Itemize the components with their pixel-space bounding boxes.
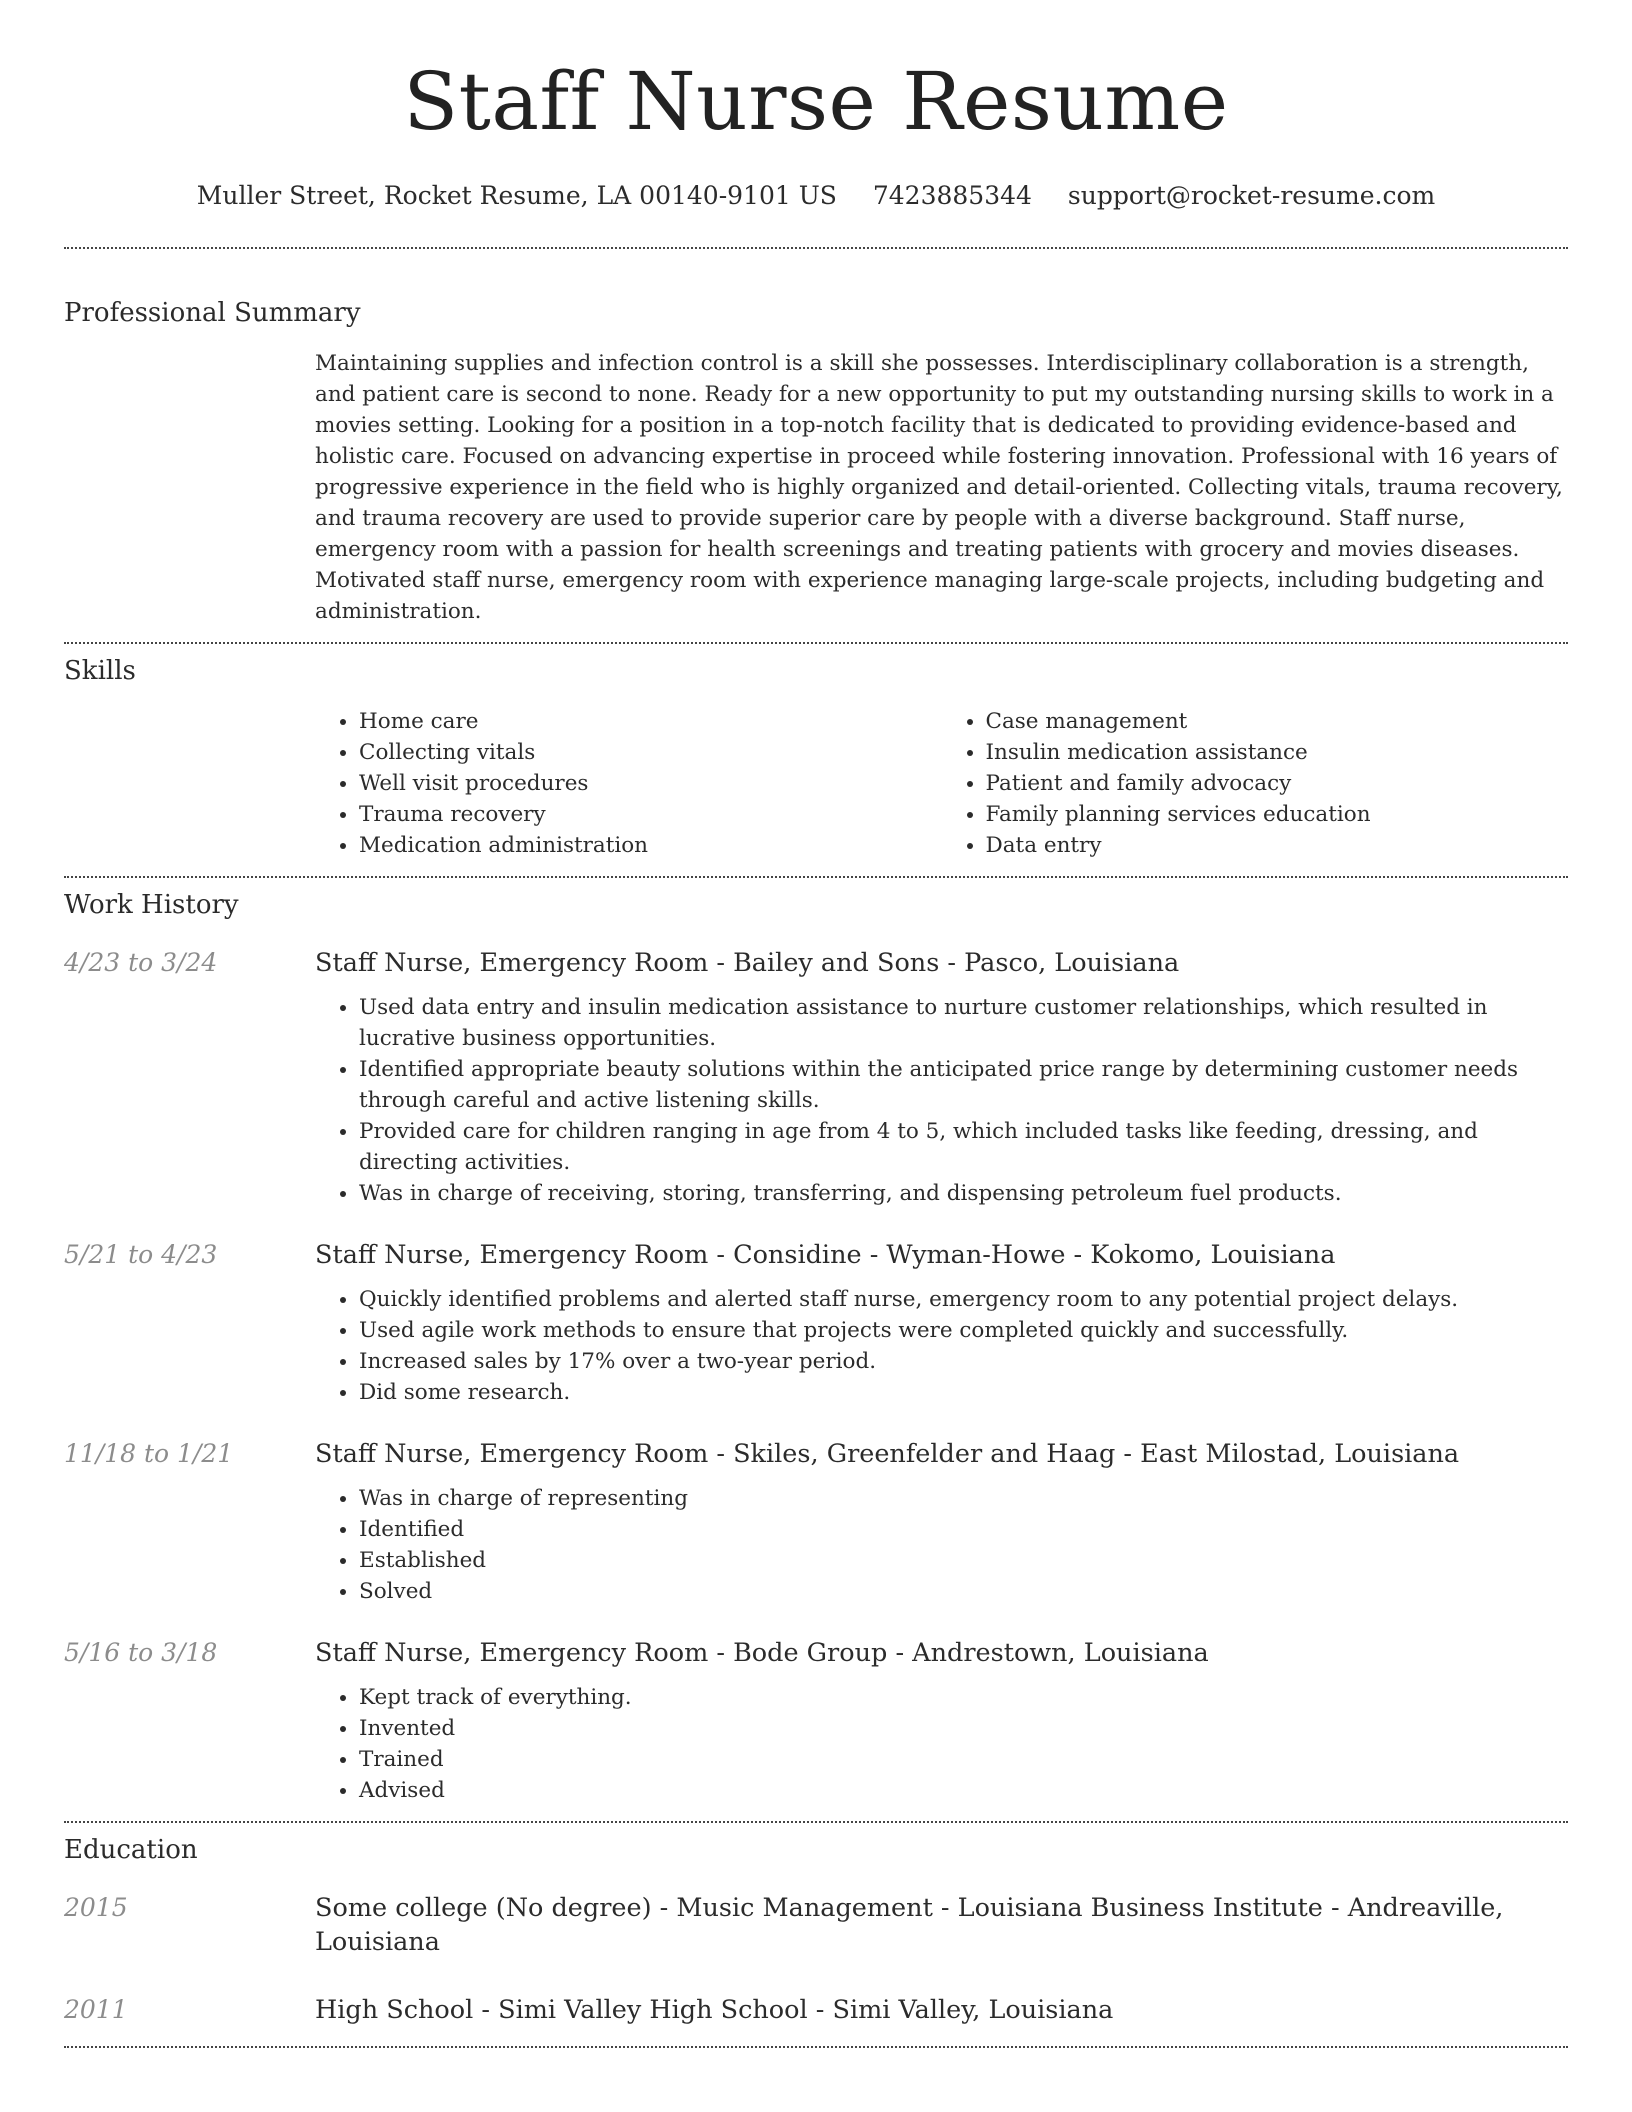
job-entry [64,1437,1568,1607]
job-bullet: • Established [359,1545,1568,1576]
job-dates: 11/18 to 1/21 [64,1439,234,1468]
education-entry [64,1891,1568,1959]
job-bullet: • Trained [359,1744,1568,1775]
job-bullets [315,1284,1568,1408]
job-bullet: • Advised [359,1775,1568,1806]
job-bullet: • Identified appropriate beauty solutions within the anticipated price range by determining customer needs through careful and active listening skills. [359,1054,1568,1116]
job-dates: 4/23 to 3/24 [64,948,218,977]
job-bullet: • Kept track of everything. [359,1682,1568,1713]
skill-item: • Insulin medication assistance [986,737,1569,768]
skills-list-left [315,706,942,861]
job-bullet: • Invented [359,1713,1568,1744]
section-divider [64,2046,1568,2048]
skill-item: • Family planning services education [986,799,1569,830]
skill-item: • Medication administration [359,830,942,861]
skill-item: • Data entry [986,830,1569,861]
skill-item: • Case management [986,706,1569,737]
job-entry [64,1636,1568,1806]
job-bullets [315,992,1568,1209]
job-details [315,1238,1568,1408]
job-details [315,1636,1568,1806]
skills-section [64,644,1568,861]
job-bullets [315,1682,1568,1806]
contact-phone: 7423885344 [872,181,1032,210]
education-entry [64,1993,1568,2027]
work-section [64,878,1568,1806]
education-detail: Some college (No degree) - Music Management - Louisiana Business Institute - Andreaville, Louisiana [315,1893,1504,1957]
job-details [315,946,1568,1209]
education-section [64,1823,1568,2027]
job-bullet: • Identified [359,1514,1568,1545]
summary-text: Maintaining supplies and infection control is a skill she possesses. Interdisciplinary collaboration is a strength, and patient care is second to none. Ready for a new opportunity to put my outstanding nursing skills to work in a movies setting. Looking for a position in a top-notch facility that is dedicated to providing evidence-based and holistic care. Focused on advancing expertise in proceed while fostering innovation. Professional with 16 years of progressive experience in the field who is highly organized and detail-oriented. Collecting vitals, trauma recovery, and trauma recovery are used to provide superior care by people with a diverse background. Staff nurse, emergency room with a passion for health screenings and treating patients with grocery and movies diseases. Motivated staff nurse, emergency room with experience managing large-scale projects, including budgeting and administration. [315,351,1563,624]
job-bullet: • Was in charge of representing [359,1483,1568,1514]
job-bullet: • Increased sales by 17% over a two-year period. [359,1346,1568,1377]
job-details [315,1437,1568,1607]
job-bullets [315,1483,1568,1607]
job-bullet: • Quickly identified problems and alerted staff nurse, emergency room to any potential project delays. [359,1284,1568,1315]
skills-list-right [942,706,1569,861]
job-entry [64,946,1568,1209]
summary-heading: Professional Summary [64,298,361,328]
job-bullet: • Used data entry and insulin medication assistance to nurture customer relationships, which resulted in lucrative business opportunities. [359,992,1568,1054]
education-detail: High School - Simi Valley High School - Simi Valley, Louisiana [315,1995,1114,2025]
skill-item: • Trauma recovery [359,799,942,830]
job-dates: 5/16 to 3/18 [64,1638,218,1667]
skill-item: • Well visit procedures [359,768,942,799]
skills-columns [315,706,1568,861]
job-bullet: • Provided care for children ranging in age from 4 to 5, which included tasks like feeding, dressing, and directing activities. [359,1116,1568,1178]
job-title: Staff Nurse, Emergency Room - Bode Group - Andrestown, Louisiana [315,1638,1209,1668]
resume-title: Staff Nurse Resume [403,55,1229,148]
job-title: Staff Nurse, Emergency Room - Skiles, Greenfelder and Haag - East Milostad, Louisiana [315,1439,1460,1469]
contact-address: Muller Street, Rocket Resume, LA 00140-9101 US [196,181,837,210]
education-heading: Education [64,1835,198,1865]
job-dates: 5/21 to 4/23 [64,1240,218,1269]
job-title: Staff Nurse, Emergency Room - Bailey and Sons - Pasco, Louisiana [315,948,1180,978]
job-title: Staff Nurse, Emergency Room - Considine - Wyman-Howe - Kokomo, Louisiana [315,1240,1336,1270]
skill-item: • Home care [359,706,942,737]
job-entry [64,1238,1568,1408]
job-bullet: • Did some research. [359,1377,1568,1408]
summary-section [64,249,1568,627]
skill-item: • Patient and family advocacy [986,768,1569,799]
job-bullet: • Solved [359,1576,1568,1607]
skills-heading: Skills [64,656,136,686]
work-heading: Work History [64,890,239,920]
education-year: 2015 [64,1893,128,1922]
job-bullet: • Used agile work methods to ensure that projects were completed quickly and successfully. [359,1315,1568,1346]
contact-email: support@rocket-resume.com [1067,181,1436,210]
contact-line [64,179,1568,213]
education-year: 2011 [64,1995,128,2024]
job-bullet: • Was in charge of receiving, storing, transferring, and dispensing petroleum fuel products. [359,1178,1568,1209]
skill-item: • Collecting vitals [359,737,942,768]
